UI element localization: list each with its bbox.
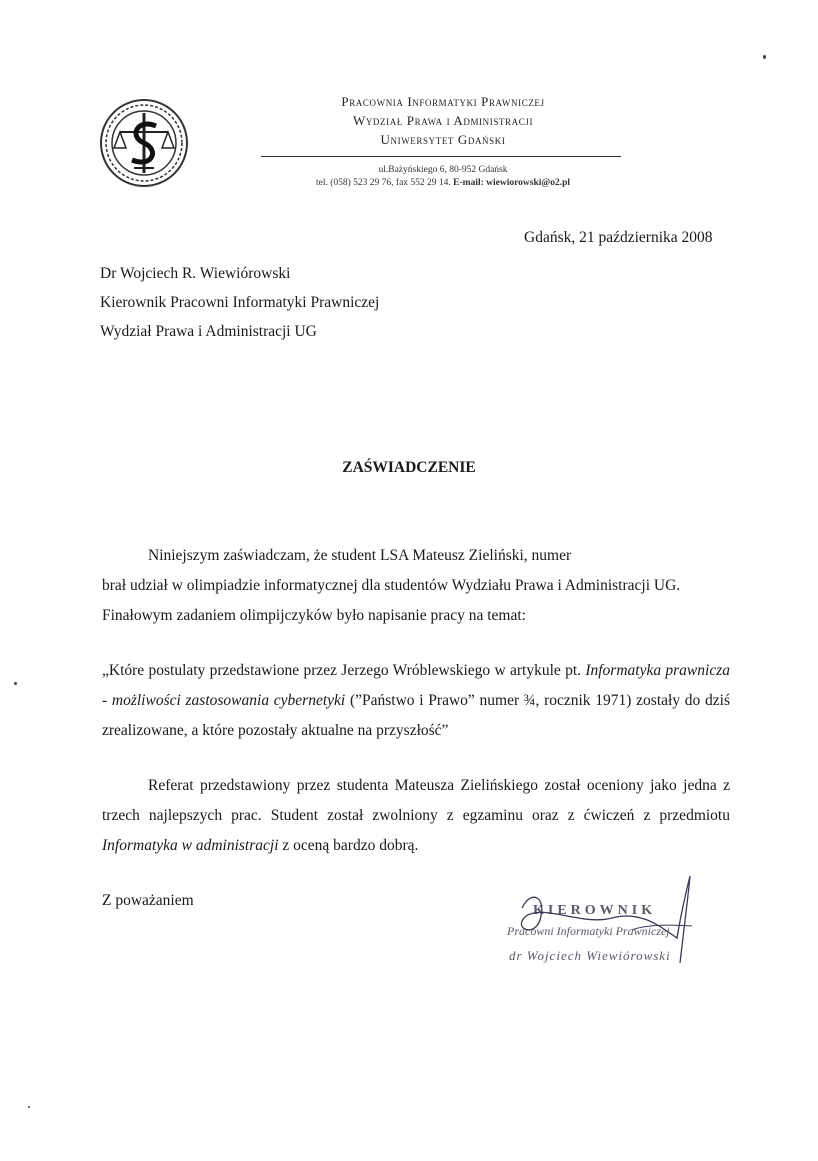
scan-speck [763, 55, 766, 59]
sender-name: Dr Wojciech R. Wiewiórowski [100, 265, 291, 282]
stamp-line-3: dr Wojciech Wiewiórowski [509, 948, 671, 963]
essay-topic-text-a: „Które postulaty przedstawione przez Jerzego Wróblewskiego w artykule pt. [102, 662, 582, 679]
letterhead-rule [261, 156, 621, 157]
stamp-line-2: Pracowni Informatyki Prawniczej [507, 924, 670, 938]
paragraph-2-essay-topic [102, 656, 730, 746]
sender-block [100, 259, 379, 346]
paragraph-3 [102, 771, 730, 861]
paragraph-1-line-1-text: Niniejszym zaświadczam, że student LSA Mateusz Zieliński, numer [148, 547, 572, 564]
letterhead [258, 92, 628, 188]
paragraph-1-line-1 [102, 541, 730, 571]
document-title: ZAŚWIADCZENIE [342, 459, 476, 476]
paragraph-1-line-2: brał udział w olimpiadzie informatycznej dla studentów Wydziału Prawa i Administracji UG. [102, 577, 681, 594]
paragraph-3-text-a: Referat przedstawiony przez studenta Mateusza Zielińskiego został oceniony jako jedna z trzech najlepszych prac. Student został zwolniony z egzaminu oraz z ćwiczeń z przedmiotu [102, 777, 730, 824]
paragraph-1-line-3: Finałowym zadaniem olimpijczyków było napisanie pracy na temat: [102, 607, 526, 624]
closing-salutation: Z poważaniem [102, 892, 194, 909]
letterhead-email: E-mail: wiewiorowski@o2.pl [453, 178, 571, 188]
letterhead-line-1: Pracownia Informatyki Prawniczej [341, 94, 545, 109]
article-title: Informatyka prawnicza - możliwości zastosowania cybernetyki [102, 662, 730, 709]
paragraph-3-text-c: z oceną bardzo dobrą. [282, 837, 419, 854]
letterhead-line-2: Wydział Prawa i Administracji [352, 113, 534, 128]
sender-unit: Wydział Prawa i Administracji UG [100, 323, 317, 340]
paragraph-1 [102, 541, 730, 631]
letter-date: Gdańsk, 21 października 2008 [524, 229, 713, 246]
handwritten-signature [492, 868, 702, 968]
scan-speck [28, 1106, 30, 1108]
course-name: Informatyka w administracji [102, 837, 279, 854]
letterhead-address: ul.Bażyńskiego 6, 80-952 Gdańsk [378, 165, 508, 175]
sender-position: Kierownik Pracowni Informatyki Prawniczej [100, 294, 380, 311]
scan-speck [14, 682, 17, 685]
letterhead-address-block [258, 164, 628, 190]
essay-topic-text-c: (”Państwo i Prawo” numer ¾, rocznik 1971) zostały do dziś zrealizowane, a które pozostały aktualne na przyszłość” [102, 692, 730, 739]
university-seal-logo [98, 98, 190, 188]
stamp-line-1: KIEROWNIK [533, 903, 657, 918]
letterhead-contact-line [258, 177, 628, 190]
letterhead-phone-fax: tel. (058) 523 29 76, fax 552 29 14. [315, 178, 451, 188]
letterhead-line-3: Uniwersytet Gdański [380, 132, 506, 147]
